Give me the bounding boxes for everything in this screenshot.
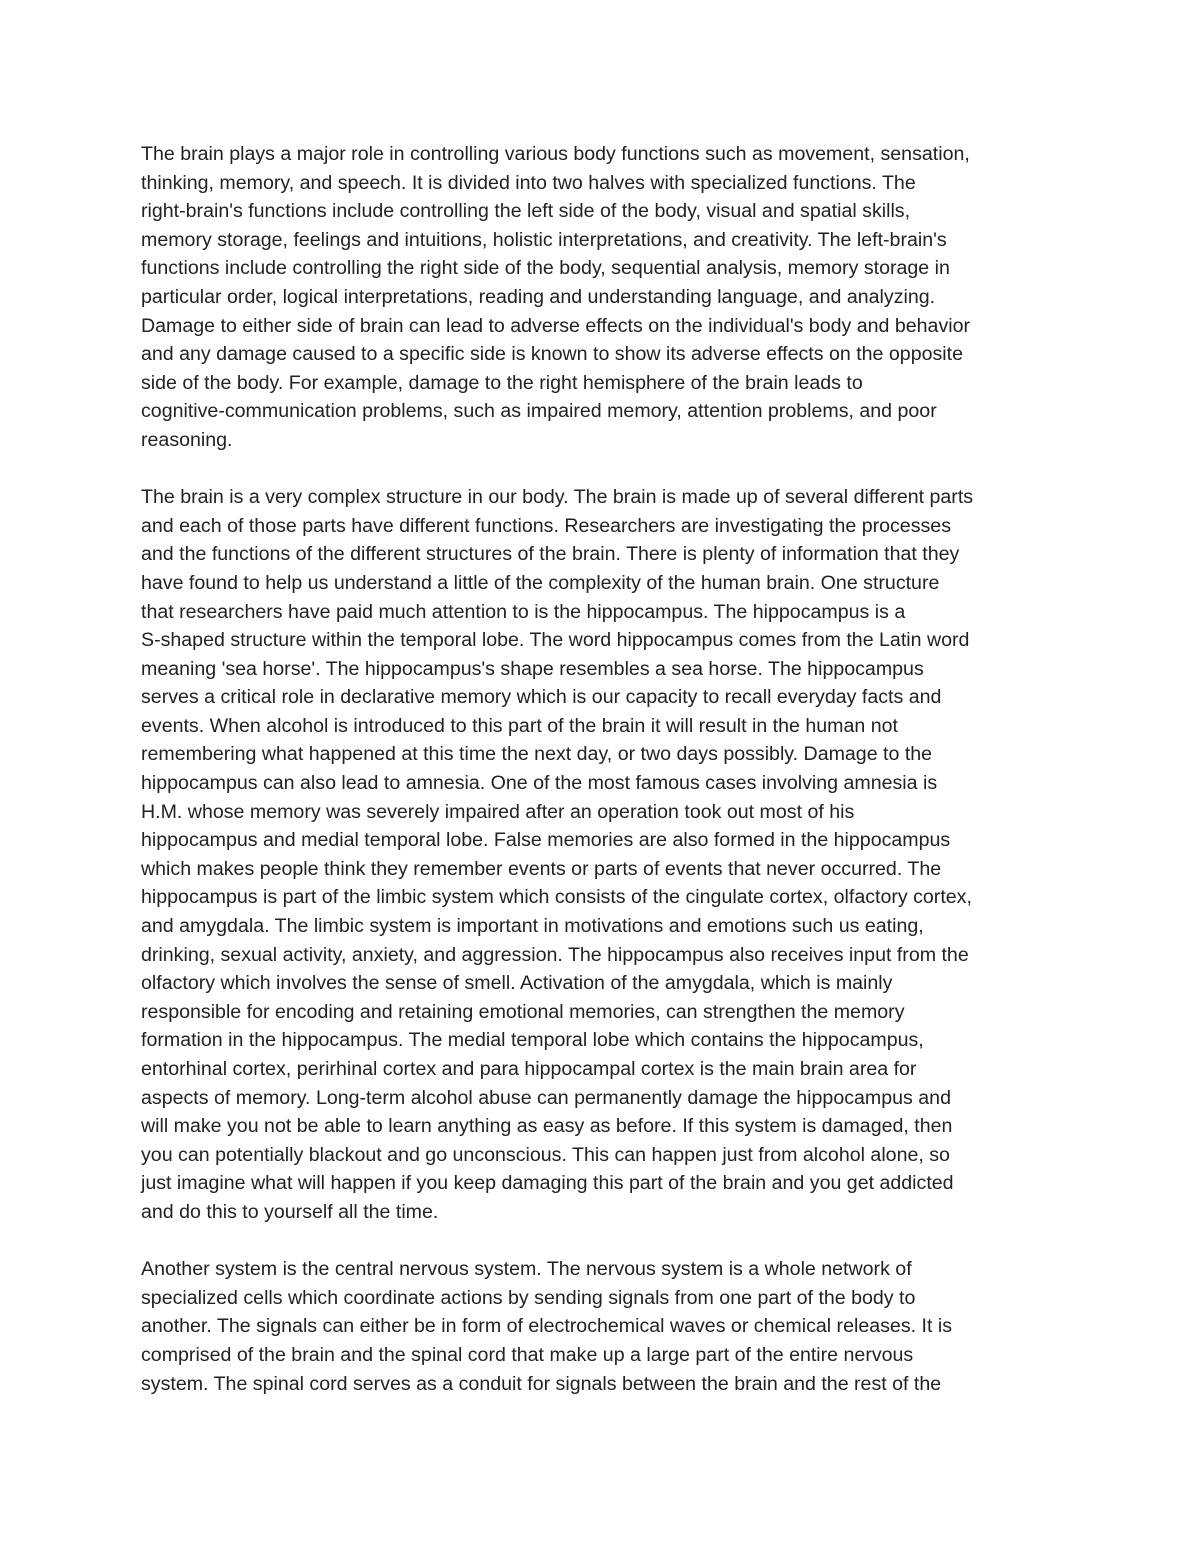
text-line: will make you not be able to learn anything as easy as before. If this system is damaged, then bbox=[141, 1115, 953, 1138]
text-line: remembering what happened at this time the next day, or two days possibly. Damage to the bbox=[141, 743, 933, 766]
text-line: drinking, sexual activity, anxiety, and aggression. The hippocampus also receives input from the bbox=[141, 943, 969, 966]
text-line: comprised of the brain and the spinal cord that make up a large part of the entire nervous bbox=[141, 1343, 914, 1366]
text-line: and do this to yourself all the time. bbox=[141, 1200, 439, 1223]
text-line: The brain is a very complex structure in our body. The brain is made up of several different parts bbox=[141, 486, 974, 509]
paragraph-2 bbox=[141, 483, 1071, 1226]
text-line: which makes people think they remember events or parts of events that never occurred. The bbox=[141, 857, 942, 880]
text-line: you can potentially blackout and go unconscious. This can happen just from alcohol alone, so bbox=[141, 1143, 950, 1166]
text-line: cognitive-communication problems, such as impaired memory, attention problems, and poor bbox=[141, 400, 937, 423]
text-line: Another system is the central nervous system. The nervous system is a whole network of bbox=[141, 1258, 912, 1281]
text-line: and any damage caused to a specific side is known to show its adverse effects on the opposite bbox=[141, 343, 963, 366]
text-line: reasoning. bbox=[141, 428, 233, 451]
text-line: hippocampus can also lead to amnesia. One of the most famous cases involving amnesia is bbox=[141, 772, 938, 795]
text-line: and each of those parts have different functions. Researchers are investigating the processes bbox=[141, 514, 951, 537]
text-line: have found to help us understand a little of the complexity of the human brain. One structure bbox=[141, 571, 940, 594]
text-line: responsible for encoding and retaining emotional memories, can strengthen the memory bbox=[141, 1000, 905, 1023]
text-line: specialized cells which coordinate actions by sending signals from one part of the body to bbox=[141, 1286, 916, 1309]
text-line: and the functions of the different structures of the brain. There is plenty of information that they bbox=[141, 543, 960, 566]
text-line: hippocampus is part of the limbic system which consists of the cingulate cortex, olfactory cortex, bbox=[141, 886, 972, 909]
text-line: thinking, memory, and speech. It is divided into two halves with specialized functions. The bbox=[141, 171, 916, 194]
text-line: olfactory which involves the sense of smell. Activation of the amygdala, which is mainly bbox=[141, 972, 893, 995]
text-line: just imagine what will happen if you keep damaging this part of the brain and you get addicted bbox=[141, 1172, 954, 1195]
text-line: entorhinal cortex, perirhinal cortex and para hippocampal cortex is the main brain area for bbox=[141, 1058, 917, 1080]
text-line: S-shaped structure within the temporal lobe. The word hippocampus comes from the Latin word bbox=[141, 629, 970, 652]
text-line: memory storage, feelings and intuitions, holistic interpretations, and creativity. The left-brain's bbox=[141, 228, 947, 251]
text-line: H.M. whose memory was severely impaired after an operation took out most of his bbox=[141, 800, 855, 823]
paragraph-3 bbox=[141, 1255, 1071, 1398]
text-line: side of the body. For example, damage to the right hemisphere of the brain leads to bbox=[141, 371, 863, 394]
text-line: functions include controlling the right side of the body, sequential analysis, memory storage in bbox=[141, 257, 950, 280]
text-line: events. When alcohol is introduced to this part of the brain it will result in the human not bbox=[141, 714, 898, 737]
text-line: aspects of memory. Long-term alcohol abuse can permanently damage the hippocampus and bbox=[141, 1086, 951, 1109]
text-line: right-brain's functions include controlling the left side of the body, visual and spatial skills, bbox=[141, 200, 911, 223]
document-body bbox=[141, 140, 1071, 1427]
text-line: meaning 'sea horse'. The hippocampus's shape resembles a sea horse. The hippocampus bbox=[141, 657, 924, 680]
paragraph-1 bbox=[141, 140, 1071, 455]
text-line: formation in the hippocampus. The medial temporal lobe which contains the hippocampus, bbox=[141, 1029, 924, 1052]
text-line: serves a critical role in declarative memory which is our capacity to recall everyday facts and bbox=[141, 686, 942, 709]
text-line: particular order, logical interpretations, reading and understanding language, and analyzing. bbox=[141, 285, 936, 308]
text-line: system. The spinal cord serves as a conduit for signals between the brain and the rest of the bbox=[141, 1372, 942, 1395]
text-line: another. The signals can either be in form of electrochemical waves or chemical releases. It is bbox=[141, 1315, 952, 1338]
text-line: The brain plays a major role in controlling various body functions such as movement, sensation, bbox=[141, 143, 970, 165]
text-line: hippocampus and medial temporal lobe. False memories are also formed in the hippocampus bbox=[141, 829, 951, 852]
text-line: Damage to either side of brain can lead to adverse effects on the individual's body and behavior bbox=[141, 314, 971, 337]
text-line: and amygdala. The limbic system is important in motivations and emotions such us eating, bbox=[141, 915, 924, 938]
text-line: that researchers have paid much attention to is the hippocampus. The hippocampus is a bbox=[141, 600, 906, 623]
